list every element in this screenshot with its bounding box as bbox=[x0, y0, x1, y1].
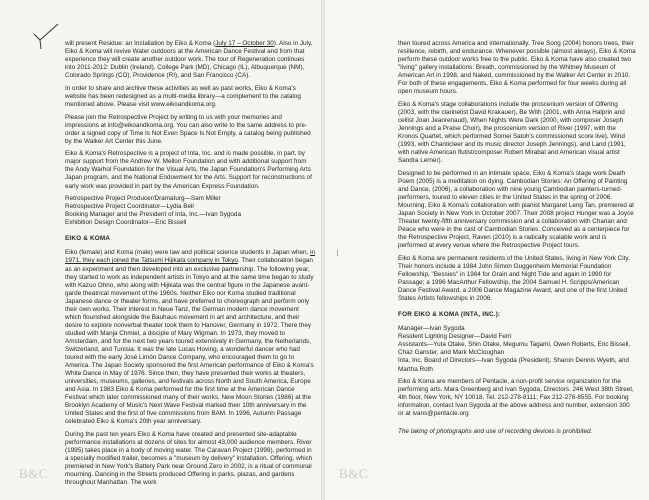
text: Eiko (female) and Koma (male) were law and political science students in Japan when, bbox=[65, 249, 311, 257]
section-heading: EIKO & KOMA bbox=[65, 235, 111, 243]
staff-line: Resident Lighting Designer—David Ferri bbox=[398, 333, 512, 341]
text: will present Residue: an Installation by Eiko & Koma ( bbox=[65, 40, 216, 47]
underlined-text: in 1971, they each joined the Tatsumi Hijikata company in Tokyo bbox=[65, 249, 315, 265]
outdoor-works-paragraph: then toured across America and internationally. Tree Song (2004) honors trees, their resilience, rebirth, and endurance. Whenever possible (almost always), Eiko & Koma perform these outdoor works free to the public. Eiko & Koma have also created two "living" gallery installations: Breath, commissioned by the Whitney Museum of American Art in 1998, and Naked, commissioned by the Walker Art Center in 2010. For both of these engagements, Eiko & Koma performed for four weeks during all open museum hours. bbox=[398, 40, 636, 96]
recent-works-paragraph: Designed to be performed in an intimate space, Eiko & Koma's stage work Death Poem (2005) is a meditation on dying. Cambodian Stories: An Offering of Painting and Dance, (2006), a collaboration with nine young Cambodian painters-turned-performers, toured to eleven cities in the United States in the spring of 2006. Mourning, Eiko & Koma's collaboration with pianist Margaret Leng Tan, premiered at Japan Society in New York in October 2007. Their 2008 project Hunger was a Joyce Theater twenty-fifth anniversary commission and a collaboration with Charian and Peace who were in the cast of Cambodian Stories. Conceived as a centerpiece for the Retrospective Project, Raven (2010) is a radically scalable work and is performed at every venue where the Retrospective Project tours. bbox=[398, 169, 634, 250]
watermark-right: B&C bbox=[339, 466, 368, 481]
credit-line: Booking Manager and the President of Inta, Inc.—Ivan Sygoda bbox=[65, 211, 241, 219]
text: . Their collaboration began as an experiment and then developed into an exclusive partnership. The following year, they started to work as independent artists in Tokyo and at the same time began to study with Kazuo Ohno, who along with Hijikata was the central figure in the Japanese avant-garde theatrical movement of the 1960s. Neither Eiko nor Koma studied traditional Japanese dance or theater forms, and have preferred to choreograph and perform only their own works. Their interest in Neue Tanz, the German modern dance movement which flourished alongside the Bauhaus movement in art and architecture, and their desire to explore nonverbal theater took them to Hanover, Germany in 1972. There they studied with Manja Chmiel, a disciple of Mary Wigman. In 1973, they moved to Amsterdam, and for the next two years toured extensively in Germany, the Netherlands, Switzerland, and Tunisia. It was the late Lucas Hoving, a wonderful dancer who had toured with the early José Limón Dance Company, who encouraged them to go to America. The Japan Society sponsored the first American performance of Eiko & Koma's White Dance in May of 1976. Since then, they have presented their works at theaters, universities, museums, galleries, and festivals across North and South America, Europe and Asia. In 1983 Eiko & Koma performed for the first time at the American Dance Festival which later commissioned many of their works. New Moon Stories (1986) at the Brooklyn Academy of Music's Next Wave Festival marked their 10th anniversary in the United States and the first of five commissions from BAM. In 1996, Autumn Passage celebrated Eiko & Koma's 20th year anniversary. bbox=[65, 257, 314, 426]
watermark-left: B&C bbox=[19, 466, 48, 481]
credit-line: Exhibition Design Coordinator—Eric Bissell bbox=[65, 219, 187, 227]
recording-notice: The taking of photographs and use of recording devices is prohibited. bbox=[398, 428, 593, 436]
residue-paragraph bbox=[65, 40, 315, 80]
honors-paragraph: Eiko & Koma are permanent residents of the United States, living in New York City. Their honors include a 1984 John Simon Guggenheim Memorial Foundation Fellowship, "Bessies" in 1984 for Grain and Night Tide and again in 1990 for Passage; a 1996 MacArthur Fellowship, the 2004 Samuel H. Scripps/American Dance Festival Award, a 2006 Dance Magazine Award, and one of the first United States Artists fellowships in 2006. bbox=[398, 254, 630, 303]
section-heading: FOR EIKO & KOMA (INTA, INC.): bbox=[398, 311, 501, 319]
staff-line: Assistants—Yuta Otake, Shin Otake, Megumu Tagami, Owen Roberts, Eric Bissell, Chaz Ganster, and Mark McCloughan bbox=[398, 341, 631, 357]
text: ). Also in July, Eiko & Koma will revive Water outdoors at the American Dance Festival and from that experience they will create another outdoor work. The tour of Regeneration continues into 2011-2012: Dublin (Ireland), College Park (MD), Chicago (IL), Albuquerque (NM), Colorado Springs (CO), Providence (RI), and San Francisco (CA). bbox=[65, 40, 313, 80]
website-paragraph: In order to share and archive these activities as well as past works, Eiko & Koma's website has been redesigned as a multi-media library—a complement to the catalog mentioned above. Please visit www.eikoandkoma.org. bbox=[65, 84, 301, 108]
right-column bbox=[398, 40, 636, 441]
retrospective-paragraph: Please join the Retrospective Project by writing to us with your memories and impressions at info@eikoandkoma.org. You can also write to the same address to pre-order a signed copy of Time Is Not Even Space Is Not Empty, a catalog being published by the Walker Art Center this June. bbox=[65, 113, 311, 145]
scan-speck bbox=[337, 250, 338, 256]
support-paragraph: Eiko & Koma's Retrospective is a project of Inta, Inc. and is made possible, in part, by major support from the Andrew W. Mellon Foundation and with additional support from the Andy Warhol Foundation for the Visual Arts, the Japan Foundation's Performing Arts Japan program, and the National Endowment for the Arts. Support for reconstructions of early work was provided in part by the American Express Foundation. bbox=[65, 150, 312, 190]
left-column bbox=[65, 40, 315, 492]
site-works-paragraph: During the past ten years Eiko & Koma have created and presented site-adaptable performance installations at dozens of sites for almost 43,000 audience members. River (1995) takes place in a body of moving water. The Caravan Project (1999), performed in a specially modified trailer, becomes a "museum by delivery" installation. Offering, which premiered in New York's Battery Park near Ground Zero in 2002, is a ritual of communal mourning. Dancing in the Streets produced Offering in parks, plazas, and gardens throughout Manhattan. The work bbox=[65, 431, 313, 487]
staff-line: Manager—Ivan Sygoda bbox=[398, 325, 465, 333]
staff-line: Inta, Inc. Board of Directors—Ivan Sygoda (President), Sharon Dennis Wyeth, and Martha Roth bbox=[398, 357, 629, 373]
biography-paragraph bbox=[65, 249, 315, 426]
credit-line: Retrospective Project Producer/Dramaturg—Sam Miller bbox=[65, 195, 221, 203]
stage-collaborations-paragraph: Eiko & Koma's stage collaborations include the proscenium version of Offering (2003, with the clarinetist David Krakauer), Be With (2001, with Anna Halprin and cellist Joan Jeanrenaud), When Nights Were Dark (2000, with composer Joseph Jennings and a Praise Choir), the proscenium version of River (1997, with the Kronos Quartet, which performed Somei Satoh's commissioned score live), Wind (1993, with Chanticleer and its music director Joseph Jennings), and Land (1991, with native American flutist/composer Robert Mirabal and American visual artist Sandra Lerner). bbox=[398, 100, 626, 165]
credit-line: Retrospective Project Coordinator—Lydia Bell bbox=[65, 203, 194, 211]
underlined-date: July 17 – October 30 bbox=[215, 40, 274, 47]
pen-check-mark bbox=[28, 20, 68, 60]
pentacle-paragraph: Eiko & Koma are members of Pentacle, a non-profit service organization for the performing arts. Mara Greenberg and Ivan Sygoda, Directors. 246 West 38th Street, 4th floor, New York, NY 10018. Tel. 212-278-8111; Fax 212-278-8555. For booking information, contact Ivan Sygoda at the above address and number, extension 300 or at ivans@pentacle.org bbox=[398, 378, 634, 418]
